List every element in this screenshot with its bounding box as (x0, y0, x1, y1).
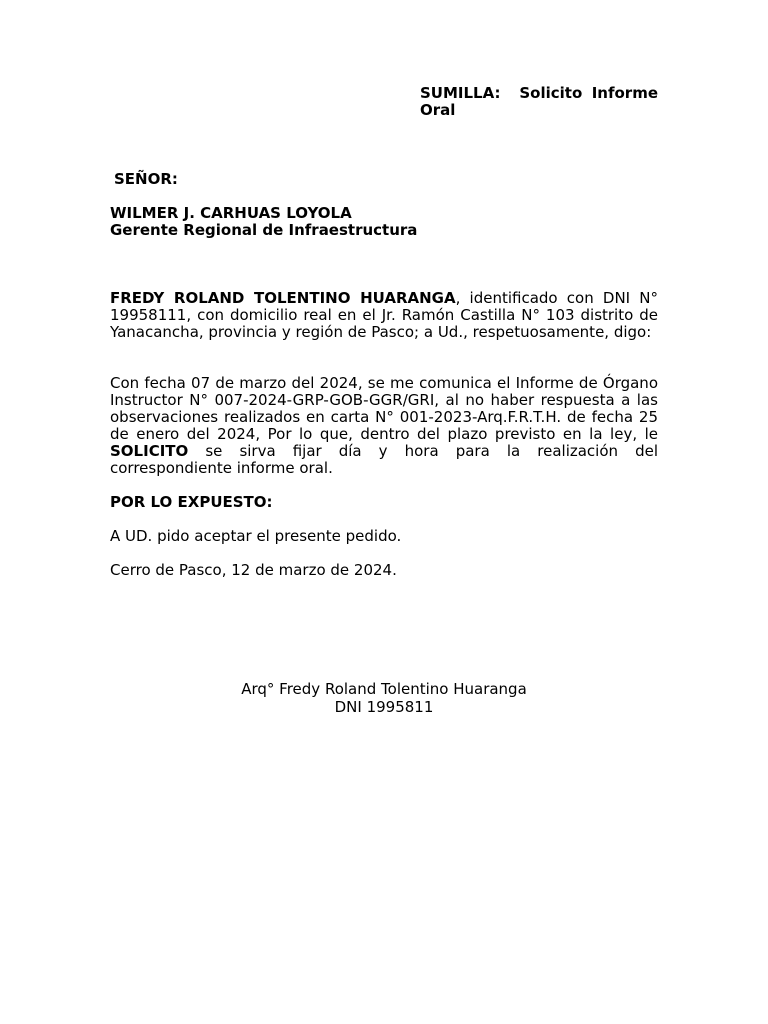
request-line: A UD. pido aceptar el presente pedido. (110, 527, 402, 545)
applicant-name: FREDY ROLAND TOLENTINO HUARANGA (110, 289, 456, 307)
por-lo-expuesto: POR LO EXPUESTO: (110, 493, 273, 511)
signature-name: Arq° Fredy Roland Tolentino Huaranga (241, 680, 527, 698)
addressee-block (110, 205, 417, 239)
sumilla-label: SUMILLA: (420, 84, 501, 102)
paragraph-identification (110, 290, 658, 341)
identification-text: , identificado con DNI N° 19958111, con domicilio real en el Jr. Ramón Castilla N° 103 distrito de Yanacancha, provincia y región de Pasco; a Ud., respetuosamente, digo: (110, 289, 658, 341)
sumilla (420, 85, 658, 119)
salutation: SEÑOR: (114, 170, 178, 188)
signature-dni: DNI 1995811 (334, 698, 434, 716)
sumilla-text: Solicito Informe Oral (420, 84, 658, 119)
signature-block (110, 680, 658, 716)
place-date: Cerro de Pasco, 12 de marzo de 2024. (110, 561, 397, 579)
request-text-before: Con fecha 07 de marzo del 2024, se me comunica el Informe de Órgano Instructor N° 007-2024-GRP-GOB-GGR/GRI, al no haber respuesta a las observaciones realizados en carta N° 001-2023-Arq.F.R.T.H. de fecha 25 de enero del 2024, Por lo que, dentro del plazo previsto en la ley, le (110, 374, 658, 443)
addressee-title: Gerente Regional de Infraestructura (110, 221, 418, 239)
request-text-after: se sirva fijar día y hora para la realización del correspondiente informe oral. (110, 442, 658, 477)
request-keyword: SOLICITO (110, 442, 189, 460)
paragraph-request (110, 375, 658, 477)
addressee-name: WILMER J. CARHUAS LOYOLA (110, 204, 352, 222)
